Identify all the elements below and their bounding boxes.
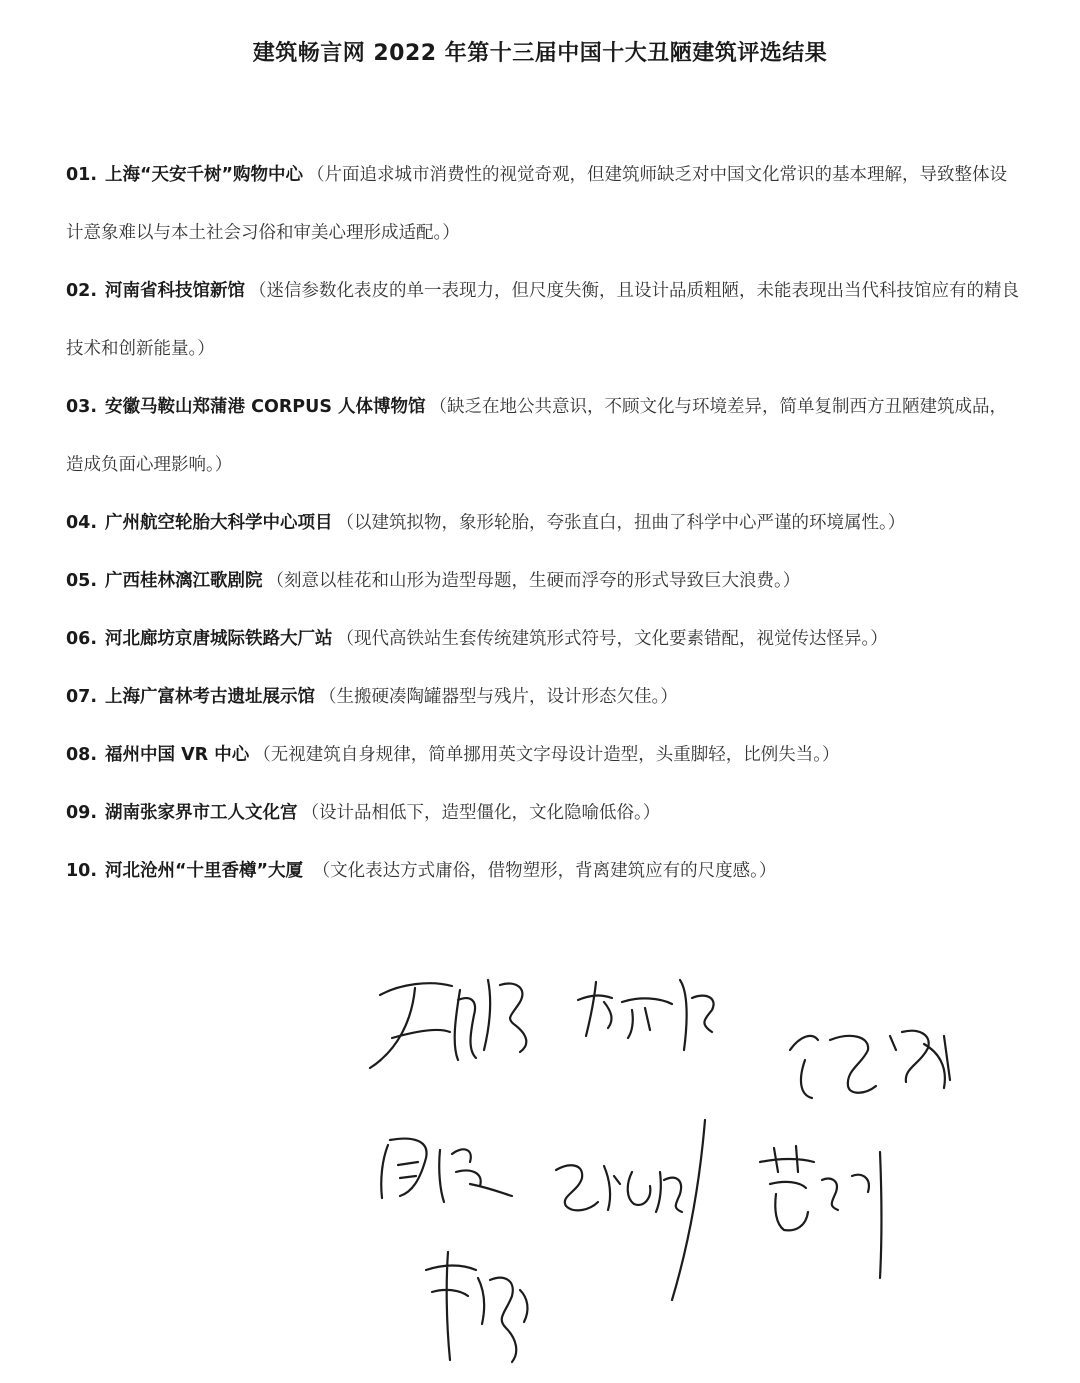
jury-comment: （设计品相低下，造型僵化，文化隐喻低俗。） — [301, 803, 661, 823]
signature-6 — [760, 1146, 882, 1278]
jury-comment: （迷信参数化表皮的单一表现力，但尺度失衡，且设计品质粗陋，未能表现出当代科技馆应有的精良技术和创新能量。） — [66, 281, 1020, 359]
item-number: 06. — [66, 629, 98, 649]
list-item — [66, 262, 1024, 378]
list-item — [66, 668, 1024, 726]
building-name: 广西桂林漓江歌剧院 — [105, 571, 263, 591]
building-name: 河北沧州“十里香樽”大厦 — [105, 861, 304, 881]
signatures-drawing — [0, 940, 1080, 1379]
building-name: 湖南张家界市工人文化宫 — [105, 803, 298, 823]
list-item — [66, 784, 1024, 842]
item-number: 10. — [66, 861, 98, 881]
building-name: 河南省科技馆新馆 — [105, 281, 246, 301]
building-name: 安徽马鞍山郑蒲港 CORPUS 人体博物馆 — [105, 397, 426, 417]
signature-7 — [426, 1252, 527, 1362]
list-item — [66, 378, 1024, 494]
jury-comment: （缺乏在地公共意识，不顾文化与环境差异，简单复制西方丑陋建筑成品，造成负面心理影响。） — [66, 397, 1008, 475]
signature-4 — [381, 1139, 512, 1202]
jury-comment: （文化表达方式庸俗，借物塑形，背离建筑应有的尺度感。） — [307, 861, 777, 881]
document-title: 建筑畅言网 2022 年第十三届中国十大丑陋建筑评选结果 — [252, 41, 828, 66]
list-item — [66, 610, 1024, 668]
item-number: 05. — [66, 571, 98, 591]
list-item — [66, 146, 1024, 262]
list-item — [66, 552, 1024, 610]
item-number: 03. — [66, 397, 98, 417]
list-item — [66, 842, 1024, 900]
jury-signatures — [0, 940, 1080, 1379]
signature-1 — [370, 980, 526, 1068]
jury-comment: （以建筑拟物，象形轮胎，夸张直白，扭曲了科学中心严谨的环境属性。） — [336, 513, 906, 533]
item-number: 01. — [66, 165, 98, 185]
jury-comment: （无视建筑自身规律，简单挪用英文字母设计造型，头重脚轻，比例失当。） — [253, 745, 840, 765]
item-number: 07. — [66, 687, 98, 707]
item-number: 04. — [66, 513, 98, 533]
building-name: 上海广富林考古遗址展示馆 — [105, 687, 316, 707]
list-item — [66, 726, 1024, 784]
building-name: 河北廊坊京唐城际铁路大厂站 — [105, 629, 333, 649]
building-name: 广州航空轮胎大科学中心项目 — [105, 513, 333, 533]
signature-3 — [790, 1031, 950, 1098]
item-number: 08. — [66, 745, 98, 765]
item-number: 09. — [66, 803, 98, 823]
building-name: 上海“天安千树”购物中心 — [105, 165, 304, 185]
ranking-list — [66, 146, 1024, 900]
building-name: 福州中国 VR 中心 — [105, 745, 250, 765]
item-number: 02. — [66, 281, 98, 301]
jury-comment: （片面追求城市消费性的视觉奇观，但建筑师缺乏对中国文化常识的基本理解，导致整体设计意象难以与本土社会习俗和审美心理形成适配。） — [66, 165, 1008, 243]
jury-comment: （刻意以桂花和山形为造型母题，生硬而浮夸的形式导致巨大浪费。） — [266, 571, 801, 591]
jury-comment: （生搬硬凑陶罐器型与残片，设计形态欠佳。） — [319, 687, 678, 707]
list-item — [66, 494, 1024, 552]
jury-comment: （现代高铁站生套传统建筑形式符号，文化要素错配，视觉传达怪异。） — [336, 629, 888, 649]
signature-5 — [556, 1120, 705, 1300]
signature-2 — [578, 980, 714, 1050]
